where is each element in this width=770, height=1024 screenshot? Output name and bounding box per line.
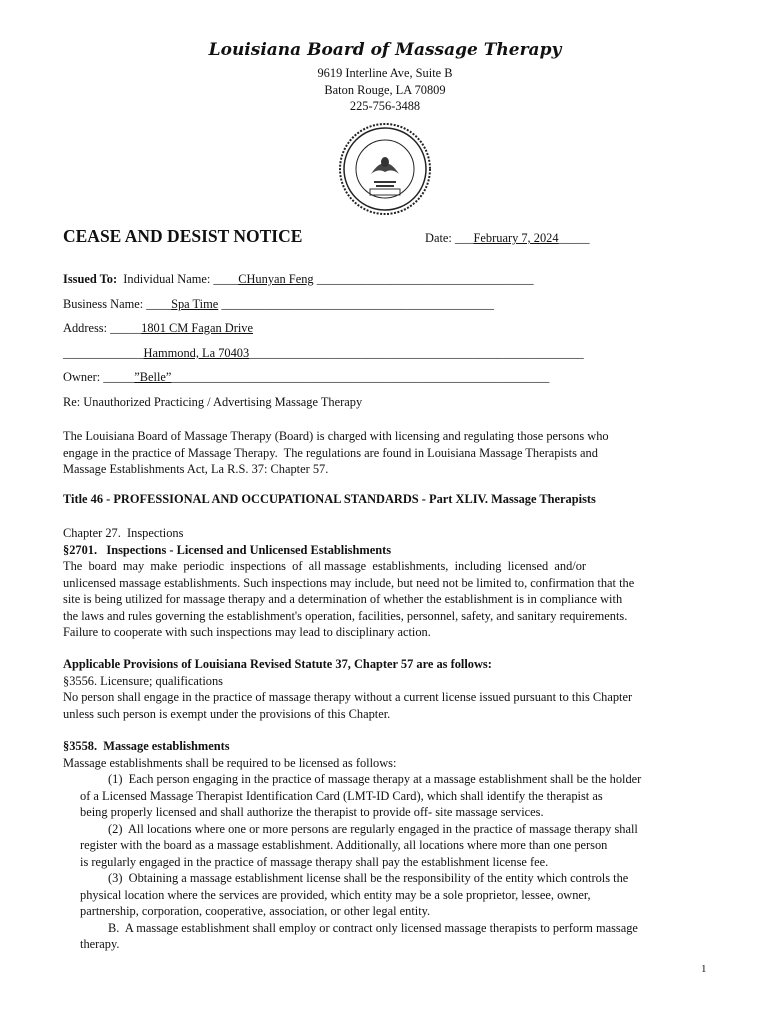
provisions-heading: Applicable Provisions of Louisiana Revised Statute 37, Chapter 57 are as follows:	[63, 657, 492, 671]
city-value: Hammond, La 70403	[143, 346, 250, 360]
s3558-heading: §3558. Massage establishments	[63, 739, 230, 753]
address-value: 1801 CM Fagan Drive	[141, 321, 253, 335]
address-field: Address: _____1801 CM Fagan Drive	[63, 321, 253, 335]
intro-paragraph	[63, 428, 609, 478]
owner-value: ”Belle”	[134, 370, 172, 384]
list-item-line: of a Licensed Massage Therapist Identification Card (LMT-ID Card), which shall identify the therapist as	[80, 788, 603, 803]
chapter-heading: Chapter 27. Inspections	[63, 526, 184, 540]
date-value: February 7, 2024	[473, 231, 559, 245]
list-item: B. A massage establishment shall employ or contract only licensed massage therapists to perform massage	[108, 920, 638, 935]
text-line: No person shall engage in the practice of massage therapy without a current license issued pursuant to this Chapter	[63, 690, 633, 704]
org-address-line2: Baton Rouge, LA 70809	[324, 82, 446, 97]
list-item-line: is regularly engaged in the practice of massage therapy shall pay the establishment license fee.	[80, 854, 549, 869]
list-item-line: being properly licensed and shall authorize the therapist to provide off- site massage services.	[80, 805, 544, 819]
list-item-line: therapy.	[80, 937, 120, 951]
text-line: the laws and rules governing the establishment's operation, facilities, personnel, safety, and sanitary requirements.	[63, 608, 628, 623]
s2701-heading: §2701. Inspections - Licensed and Unlicensed Establishments	[63, 542, 392, 557]
text-line: Massage Establishments Act, La R.S. 37: Chapter 57.	[63, 462, 329, 476]
individual-name-value: CHunyan Feng	[238, 272, 314, 286]
text-line: The Louisiana Board of Massage Therapy (Board) is charged with licensing and regulating those persons who	[63, 429, 609, 443]
list-item-line: physical location where the services are provided, which entity may be a sole proprietor, lessee, owner,	[80, 887, 591, 902]
s3558-intro: Massage establishments shall be required to be licensed as follows:	[63, 755, 397, 770]
text-line: The board may make periodic inspections of all massage establishments, including licensed and/or	[63, 559, 587, 573]
list-item-line: partnership, corporation, cooperative, association, or other legal entity.	[80, 904, 431, 918]
city-field: _____________Hammond, La 70403______________________________________________________	[63, 346, 584, 360]
org-address-line1: 9619 Interline Ave, Suite B	[317, 66, 453, 80]
individual-name-field: Issued To: Individual Name: ____CHunyan Feng ___________________________________	[63, 272, 534, 286]
business-name-field: Business Name: ____Spa Time ____________________________________________	[63, 297, 494, 311]
list-item: (1) Each person engaging in the practice of massage therapy at a massage establishment shall be the holder	[108, 772, 642, 786]
text-line: engage in the practice of Massage Therapy. The regulations are found in Louisiana Massage Therapists and	[63, 445, 598, 460]
business-name-value: Spa Time	[171, 297, 219, 311]
title46-heading: Title 46 - PROFESSIONAL AND OCCUPATIONAL STANDARDS - Part XLIV. Massage Therapists	[63, 492, 596, 506]
text-line: unless such person is exempt under the provisions of this Chapter.	[63, 706, 391, 721]
text-line: unlicensed massage establishments. Such inspections may include, but need not be limited to, confirmation that the	[63, 575, 635, 590]
state-seal-icon	[338, 122, 432, 216]
notice-title: CEASE AND DESIST NOTICE	[63, 226, 303, 246]
re-line: Re: Unauthorized Practicing / Advertising Massage Therapy	[63, 395, 363, 409]
list-item: (2) All locations where one or more persons are regularly engaged in the practice of massage therapy shall	[108, 821, 638, 836]
s3558-items	[63, 771, 641, 953]
owner-field: Owner: _____”Belle”_____________________________________________________________	[63, 370, 550, 384]
list-item: (3) Obtaining a massage establishment license shall be the responsibility of the entity which controls the	[108, 871, 629, 885]
s3556-heading: §3556. Licensure; qualifications	[63, 673, 224, 688]
page-number: 1	[701, 963, 707, 975]
list-item-line: register with the board as a massage establishment. Additionally, all locations where more than one person	[80, 838, 608, 852]
org-title: Louisiana Board of Massage Therapy	[208, 40, 562, 60]
s2701-body	[63, 558, 634, 641]
org-phone: 225-756-3488	[349, 99, 421, 113]
text-line: Failure to cooperate with such inspections may lead to disciplinary action.	[63, 625, 431, 639]
text-line: site is being utilized for massage therapy and a determination of whether the establishment is in compliance with	[63, 592, 623, 606]
s3556-body	[63, 689, 632, 722]
date-field: Date: ___February 7, 2024_____	[425, 231, 590, 245]
